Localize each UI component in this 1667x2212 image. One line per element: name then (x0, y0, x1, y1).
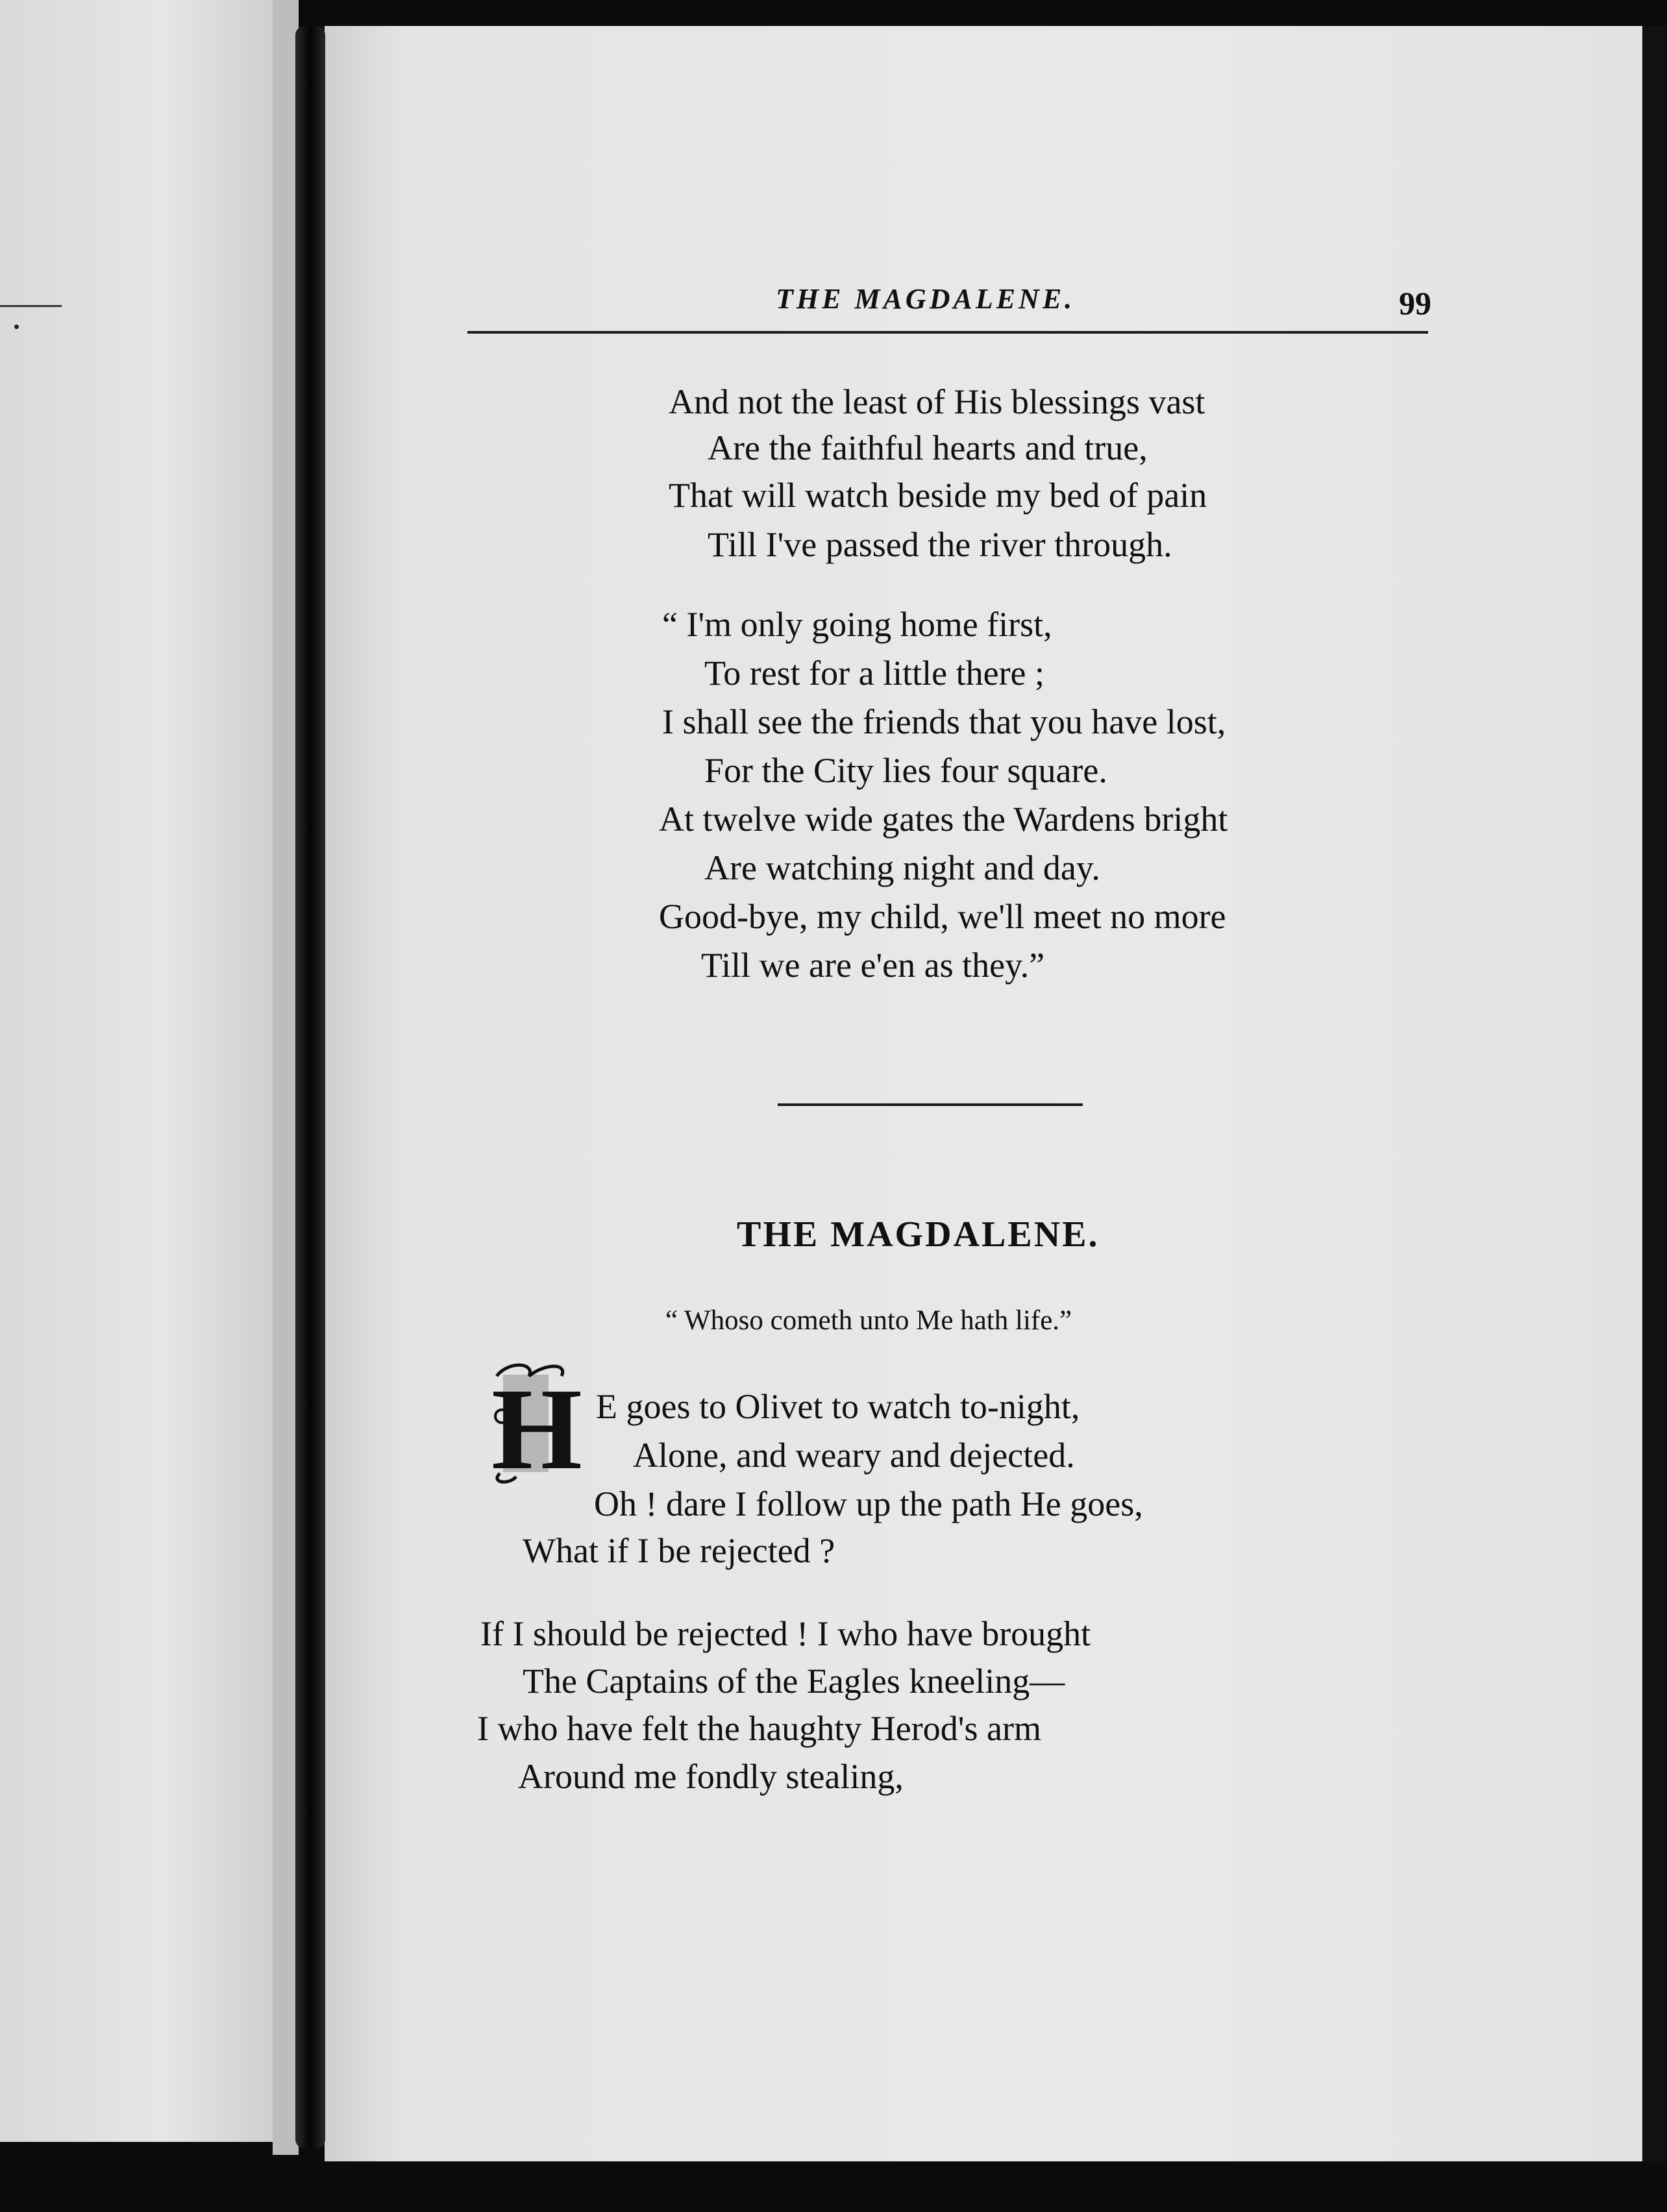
poem-title: THE MAGDALENE. (737, 1214, 1100, 1255)
verse-line: “ I'm only going home first, (662, 605, 1052, 644)
verse-line: For the City lies four square. (704, 751, 1107, 790)
verse-line: The Captains of the Eagles kneeling— (523, 1662, 1065, 1701)
verse-line: I who have felt the haughty Herod's arm (477, 1709, 1041, 1748)
verse-line: Around me fondly stealing, (518, 1757, 904, 1796)
header-rule (467, 331, 1428, 334)
page-number: 99 (1399, 285, 1431, 321)
book-page (325, 26, 1642, 2168)
facing-page (0, 0, 273, 2142)
scan-border (0, 2161, 1667, 2212)
facing-page-rule (0, 305, 62, 307)
facing-page-mark (14, 325, 19, 329)
running-title: THE MAGDALENE. (776, 283, 1076, 315)
verse-line: To rest for a little there ; (704, 654, 1045, 693)
verse-line: Till we are e'en as they.” (701, 946, 1045, 985)
verse-line: What if I be rejected ? (523, 1531, 835, 1570)
verse-line: Alone, and weary and dejected. (633, 1436, 1075, 1475)
verse-line: Oh ! dare I follow up the path He goes, (594, 1484, 1143, 1523)
book-spine (295, 26, 325, 2148)
verse-line: If I should be rejected ! I who have brought (480, 1614, 1091, 1653)
ornamental-drop-cap (484, 1357, 587, 1486)
verse-line: That will watch beside my bed of pain (669, 476, 1207, 515)
page-edge-shadow (1642, 26, 1667, 2168)
gutter (273, 0, 299, 2155)
poem-epigraph: “ Whoso cometh unto Me hath life.” (665, 1305, 1072, 1336)
verse-line: I shall see the friends that you have lost, (662, 702, 1226, 741)
verse-line: Good-bye, my child, we'll meet no more (659, 897, 1226, 936)
verse-line: And not the least of His blessings vast (669, 382, 1205, 421)
verse-line: At twelve wide gates the Wardens bright (659, 800, 1228, 839)
section-divider (778, 1103, 1083, 1106)
verse-line: Are the faithful hearts and true, (708, 428, 1148, 467)
drop-cap-letter: H (491, 1364, 583, 1486)
verse-line: Till I've passed the river through. (708, 525, 1172, 564)
verse-line: E goes to Olivet to watch to-night, (596, 1387, 1080, 1426)
verse-line: Are watching night and day. (704, 848, 1100, 887)
